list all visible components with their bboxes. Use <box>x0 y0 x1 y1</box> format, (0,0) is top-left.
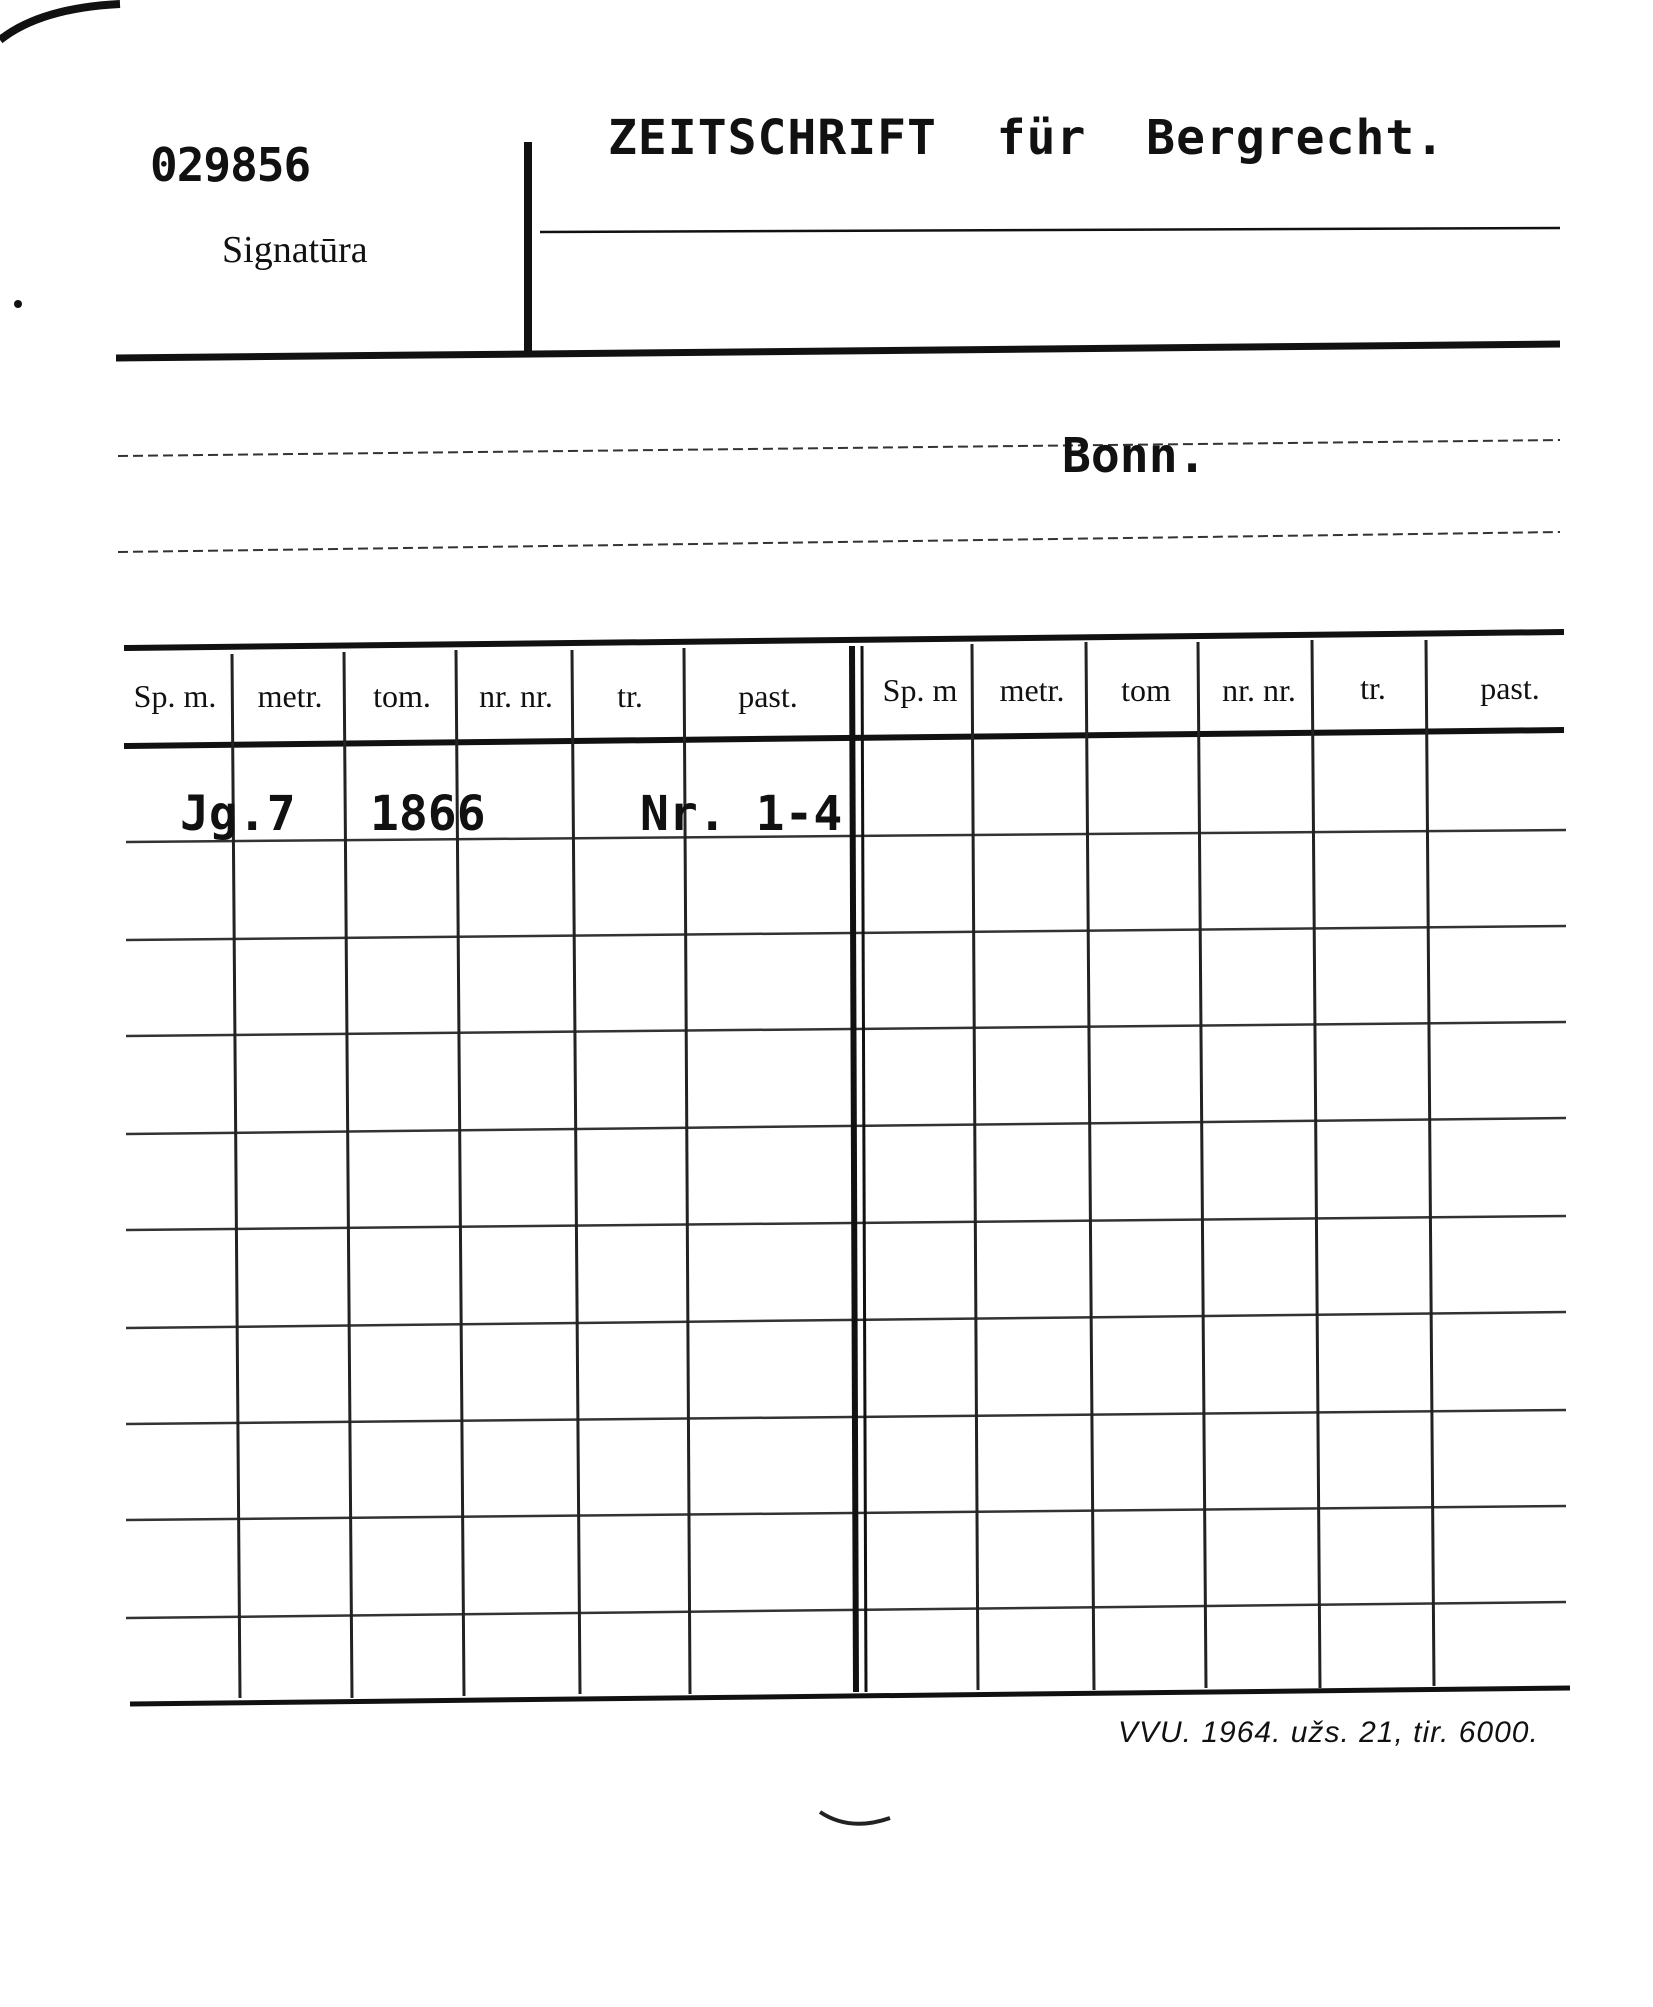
header-left-past: past. <box>738 678 798 714</box>
header-right-tom: tom <box>1121 672 1171 708</box>
entry-year: 1866 <box>370 786 486 842</box>
place-line-2 <box>118 532 1560 552</box>
place-line-1 <box>118 440 1560 456</box>
scan-dot <box>14 300 22 308</box>
entry-volume: Jg.7 <box>180 786 296 842</box>
table-top-rule <box>124 632 1564 648</box>
journal-title: ZEITSCHRIFT für Bergrecht. <box>608 110 1446 166</box>
signature-label: Signatūra <box>222 229 368 271</box>
center-divider-a <box>852 646 856 1692</box>
right-column-dividers <box>972 640 1434 1690</box>
header-right-metr: metr. <box>999 672 1065 708</box>
table-row-lines <box>126 830 1566 1618</box>
scan-mark-bottom <box>820 1812 890 1824</box>
header-right-sp-m: Sp. m <box>882 672 958 708</box>
header-bottom-rule <box>116 344 1560 358</box>
signature-number: 029856 <box>150 138 311 192</box>
header-right-nr-nr: nr. nr. <box>1222 672 1296 708</box>
header-right-tr: tr. <box>1360 670 1386 706</box>
center-divider-b <box>862 646 866 1692</box>
header-left-nr-nr: nr. nr. <box>479 678 553 714</box>
entry-issues: Nr. 1-4 <box>640 786 843 842</box>
scan-mark-top-left <box>0 4 120 40</box>
header-left-metr: metr. <box>257 678 323 714</box>
header-left-tom: tom. <box>373 678 431 714</box>
header-left-sp-m: Sp. m. <box>133 678 217 714</box>
header-right-past: past. <box>1480 670 1540 706</box>
publication-place: Bonn. <box>1062 428 1207 484</box>
header-left-tr: tr. <box>617 678 643 714</box>
table-bottom-rule <box>130 1688 1570 1704</box>
table-header-bottom-rule <box>124 730 1564 746</box>
print-run-note: VVU. 1964. užs. 21, tir. 6000. <box>1118 1716 1539 1749</box>
title-underline <box>540 228 1560 232</box>
